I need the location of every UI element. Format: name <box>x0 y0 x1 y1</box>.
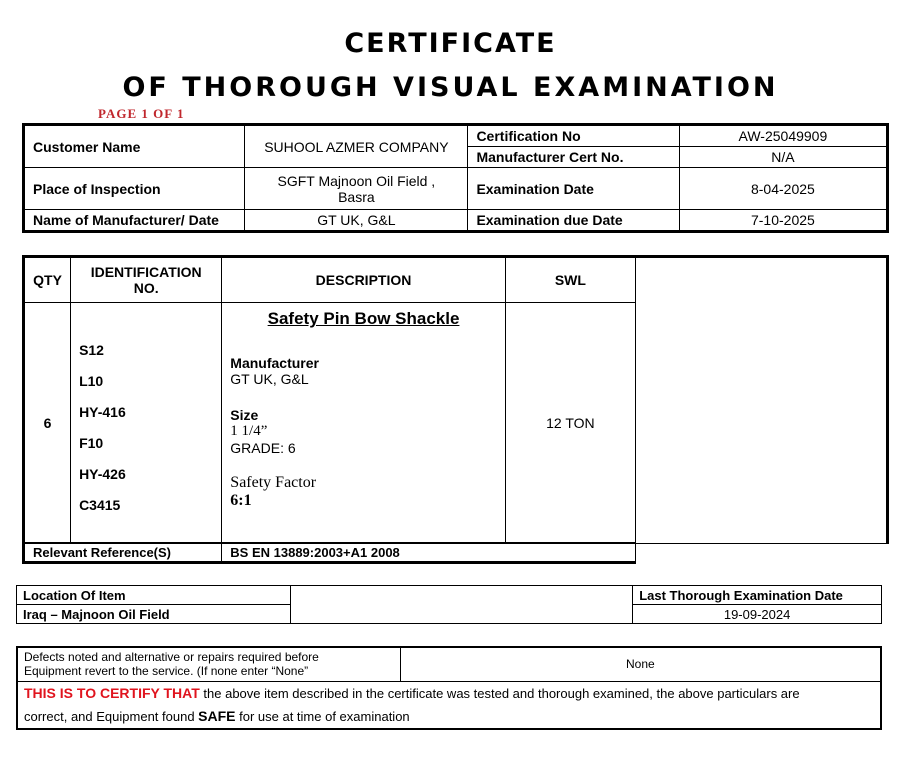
item-qty: 6 <box>24 303 71 543</box>
col-desc-header: DESCRIPTION <box>222 257 505 303</box>
certificate-title: CERTIFICATE <box>344 28 557 59</box>
place-value <box>245 168 468 210</box>
last-exam-label: Last Thorough Examination Date <box>633 586 882 605</box>
manufacturer-value: GT UK, G&L <box>245 210 468 232</box>
cert-no-label: Certification No <box>468 125 679 147</box>
desc-safety-factor-label: Safety Factor <box>230 474 317 491</box>
desc-manufacturer-value: GT UK, G&L <box>230 371 309 387</box>
certify-safe: SAFE <box>198 707 236 724</box>
exam-date-label: Examination Date <box>468 168 679 210</box>
location-table <box>16 585 882 624</box>
location-label: Location Of Item <box>17 586 291 605</box>
page-indicator: PAGE 1 OF 1 <box>98 106 185 121</box>
desc-manufacturer-label: Manufacturer <box>230 355 319 371</box>
place-line2: Basra <box>338 188 375 205</box>
item-swl: 12 TON <box>505 303 635 543</box>
item-id: C3415 <box>79 497 121 513</box>
defects-value: None <box>400 647 881 681</box>
due-date-label: Examination due Date <box>468 210 679 232</box>
header-table <box>22 123 889 233</box>
exam-date-value: 8-04-2025 <box>679 168 887 210</box>
manufacturer-label: Name of Manufacturer/ Date <box>24 210 245 232</box>
customer-name-label: Customer Name <box>24 125 245 168</box>
item-id-list <box>71 303 222 543</box>
item-id: HY-416 <box>79 404 126 420</box>
item-id: S12 <box>79 342 104 358</box>
desc-grade: GRADE: 6 <box>230 440 296 456</box>
defects-label-line2: Equipment revert to the service. (If none enter “None” <box>24 664 309 679</box>
desc-safety-factor-value: 6:1 <box>230 492 252 509</box>
col-id-header <box>71 257 222 303</box>
certify-lead: THIS IS TO CERTIFY THAT <box>24 684 200 701</box>
place-label: Place of Inspection <box>24 168 245 210</box>
certify-text1: the above item described in the certificate was tested and thorough examined, the above particulars are <box>199 685 800 701</box>
items-table <box>22 255 636 564</box>
item-description <box>222 303 505 543</box>
item-id: HY-426 <box>79 466 126 482</box>
col-id-line2: NO. <box>133 280 159 296</box>
place-line1: SGFT Majnoon Oil Field , <box>277 172 436 189</box>
last-exam-value: 19-09-2024 <box>633 605 882 624</box>
mfr-cert-value: N/A <box>679 147 887 168</box>
certificate-subtitle: OF THOROUGH VISUAL EXAMINATION <box>122 72 779 103</box>
item-title: Safety Pin Bow Shackle <box>267 309 460 328</box>
desc-size-value: 1 1/4” <box>230 423 268 439</box>
defects-label-line1: Defects noted and alternative or repairs required before <box>24 650 319 665</box>
mfr-cert-label: Manufacturer Cert No. <box>468 147 679 168</box>
certify-text3: for use at time of examination <box>235 708 410 724</box>
location-blank-cell <box>290 586 633 624</box>
item-id: L10 <box>79 373 104 389</box>
reference-label: Relevant Reference(S) <box>24 543 222 563</box>
due-date-value: 7-10-2025 <box>679 210 887 232</box>
location-value: Iraq – Majnoon Oil Field <box>17 605 291 624</box>
item-id: F10 <box>79 435 104 451</box>
cert-no-value: AW-25049909 <box>679 125 887 147</box>
col-id-line1: IDENTIFICATION <box>90 264 202 280</box>
certify-text2: correct, and Equipment found <box>24 708 199 724</box>
customer-name-value: SUHOOL AZMER COMPANY <box>245 125 468 168</box>
certify-statement <box>17 681 881 729</box>
reference-value: BS EN 13889:2003+A1 2008 <box>222 543 636 563</box>
defects-table <box>16 646 882 730</box>
desc-size-label: Size <box>230 407 259 423</box>
col-qty-header: QTY <box>24 257 71 303</box>
defects-label <box>17 647 400 681</box>
col-swl-header: SWL <box>505 257 635 303</box>
